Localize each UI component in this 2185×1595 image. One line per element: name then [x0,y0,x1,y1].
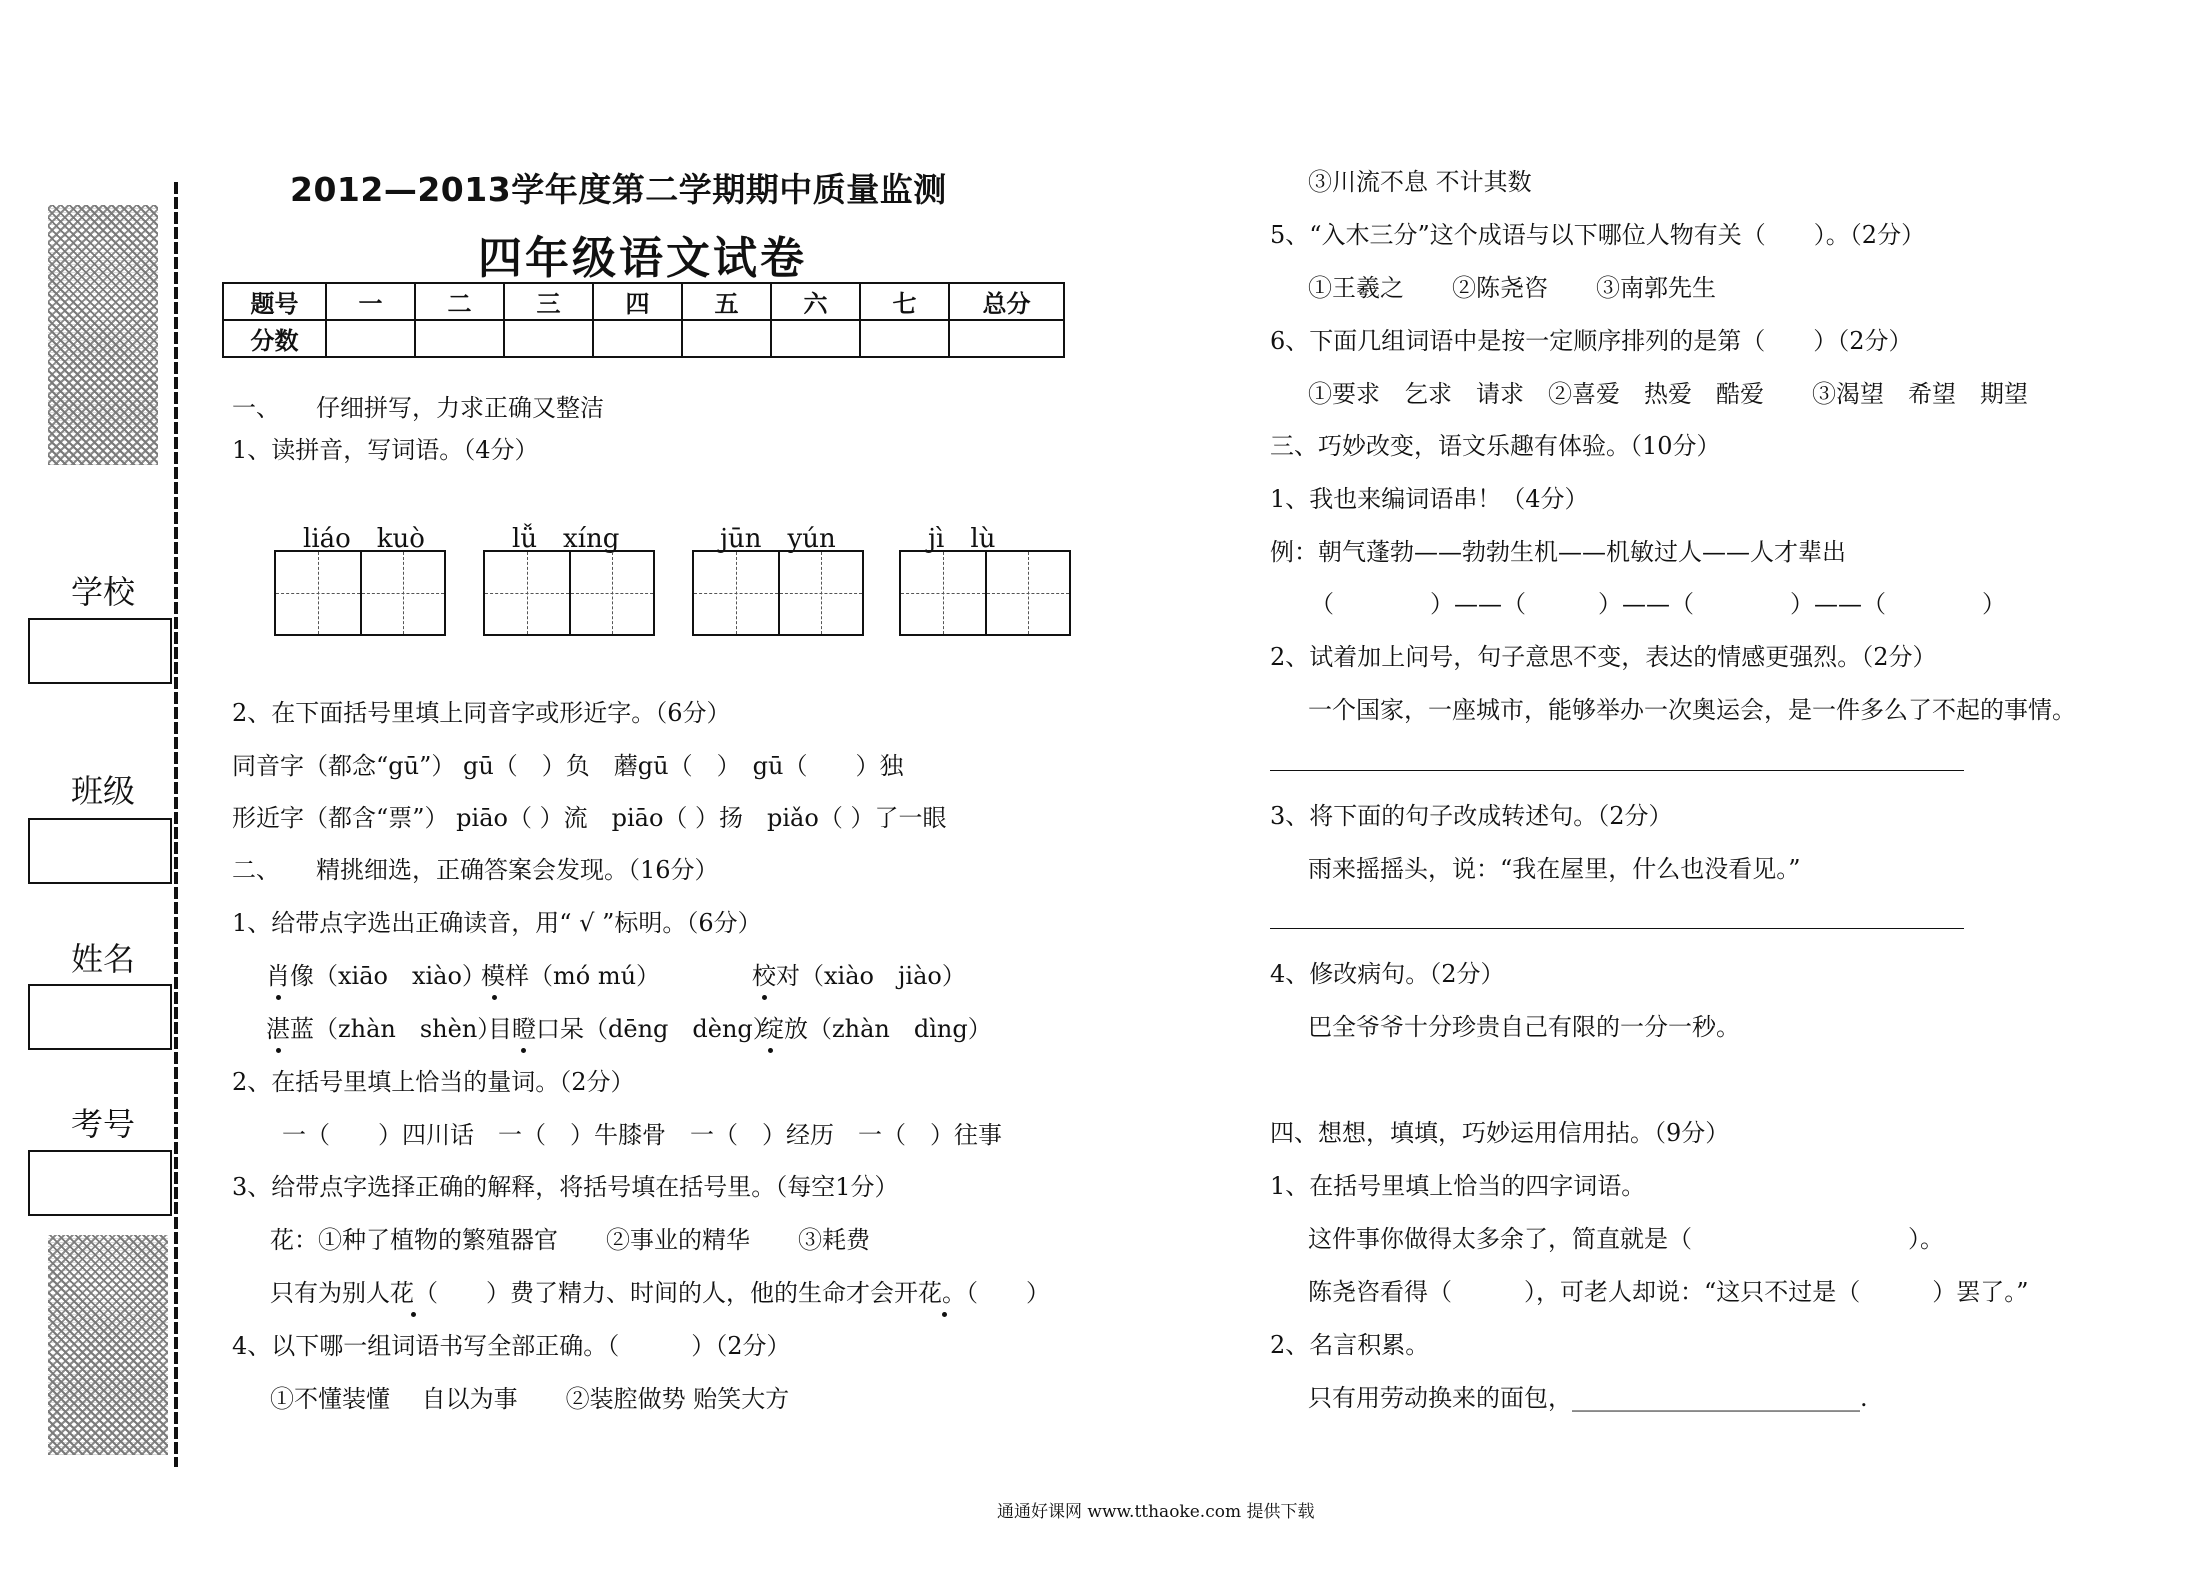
emphasis-dot [276,1048,281,1053]
question-3-2: 2、试着加上问号，句子意思不变，表达的情感更强烈。（2分） [1270,643,1937,671]
score-header-cell: 二 [415,283,504,320]
writing-grid-1[interactable] [274,550,446,636]
definition-sentence: 只有为别人花（ ）费了精力、时间的人，他的生命才会开花。（ ） [270,1279,1050,1307]
reading-option-1: 肖像（xiāo xiào） [266,962,486,990]
reading-option-3: 校对（xiào jiào） [752,962,966,990]
exam-no-label: 考号 [70,1105,135,1143]
score-header-cell: 题号 [223,283,326,320]
emphasis-dot [411,1312,416,1317]
pinyin-2: lǚ xíng [512,524,620,554]
score-cell[interactable] [682,320,771,357]
pinyin-3: jūn yún [720,524,836,554]
score-cell[interactable] [860,320,949,357]
question-1-1: 1、读拼音，写词语。（4分） [232,436,539,464]
question-2-6-options: ①要求 乞求 请求 ②喜爱 热爱 酷爱 ③渴望 希望 期望 [1308,380,2028,408]
score-header-cell: 五 [682,283,771,320]
question-2-4: 4、以下哪一组词语书写全部正确。（ ）（2分） [232,1332,791,1360]
binding-dashed-line [174,182,178,1467]
word-chain-blanks[interactable]: （ ）——（ ）——（ ）——（ ） [1310,590,2006,618]
writing-grid-3[interactable] [692,550,864,636]
reading-option-4: 湛蓝（zhàn shèn） [266,1015,502,1043]
emphasis-dot [276,995,281,1000]
question-3-4-sentence: 巴全爷爷十分珍贵自己有限的一分一秒。 [1308,1013,1740,1041]
quote-fill-line[interactable]: 只有用劳动换来的面包，________________________. [1308,1384,1868,1412]
pinyin-1: liáo kuò [303,524,425,554]
emphasis-dot [521,1048,526,1053]
definition-options: 花：①种了植物的繁殖器官 ②事业的精华 ③耗费 [270,1226,870,1254]
reading-option-6: 绽放（zhàn dìng） [760,1015,992,1043]
right-line-0: ③川流不息 不计其数 [1308,168,1532,196]
score-header-cell: 三 [504,283,593,320]
answer-line[interactable] [1270,928,1964,929]
emphasis-dot [492,995,497,1000]
measure-word-line: 一（ ）四川话 一（ ）牛膝骨 一（ ）经历 一（ ）往事 [282,1121,1002,1149]
question-3-4: 4、修改病句。（2分） [1270,960,1505,988]
score-cell[interactable] [415,320,504,357]
score-header-cell: 七 [860,283,949,320]
reading-option-2: 模样（mó mú） [481,962,661,990]
question-2-3: 3、给带点字选择正确的解释，将括号填在括号里。（每空1分） [232,1173,899,1201]
question-2-2: 2、在括号里填上恰当的量词。（2分） [232,1068,635,1096]
score-table [222,282,1065,358]
spelling-options: ①不懂装懂 自以为事 ②装腔做势 贻笑大方 [270,1385,790,1413]
question-1-2: 2、在下面括号里填上同音字或形近字。（6分） [232,699,731,727]
class-field[interactable] [28,818,172,884]
question-3-1: 1、我也来编词语串！（4分） [1270,485,1589,513]
school-field[interactable] [28,618,172,684]
reading-option-5: 目瞪口呆（dēng dèng） [488,1015,777,1043]
exam-no-field[interactable] [28,1150,172,1216]
similar-char-line: 形近字（都含“票”） piāo（ ）流 piāo（ ）扬 piǎo（ ）了一眼 [232,804,947,832]
pinyin-4: jì lù [928,524,996,554]
writing-grid-4[interactable] [899,550,1071,636]
section-3-heading: 三、巧妙改变，语文乐趣有体验。（10分） [1270,432,1721,460]
emphasis-dot [762,995,767,1000]
hatched-seal-bottom [48,1235,168,1455]
emphasis-dot [768,1048,773,1053]
score-cell[interactable] [949,320,1064,357]
section-4-heading: 四、想想，填填，巧妙运用信用拈。（9分） [1270,1119,1730,1147]
question-2-1: 1、给带点字选出正确读音，用“ √ ”标明。（6分） [232,909,762,937]
exam-subtitle: 四年级语文试卷 [478,233,807,284]
section-1-heading: 一、 仔细拼写，力求正确又整洁 [232,394,604,422]
hatched-seal-top [48,205,158,465]
score-table-header-row [223,283,1064,320]
answer-line[interactable] [1270,770,1964,771]
question-4-1: 1、在括号里填上恰当的四字词语。 [1270,1172,1646,1200]
footer-source: 通通好课网 www.tthaoke.com 提供下载 [997,1502,1315,1522]
question-2-5: 5、“入木三分”这个成语与以下哪位人物有关（ ）。（2分） [1270,221,1926,249]
emphasis-dot [942,1312,947,1317]
class-label: 班级 [70,772,135,810]
question-3-2-sentence: 一个国家，一座城市，能够举办一次奥运会，是一件多么了不起的事情。 [1308,696,2076,724]
question-3-3-sentence: 雨来摇摇头，说：“我在屋里，什么也没看见。” [1308,855,1801,883]
score-cell[interactable] [593,320,682,357]
school-label: 学校 [70,573,135,611]
writing-grid-2[interactable] [483,550,655,636]
score-header-cell: 一 [326,283,415,320]
score-cell[interactable] [326,320,415,357]
question-3-3: 3、将下面的句子改成转述句。（2分） [1270,802,1673,830]
example-chain: 例：朝气蓬勃——勃勃生机——机敏过人——人才辈出 [1270,538,1846,566]
score-row-label: 分数 [223,320,326,357]
score-cell[interactable] [771,320,860,357]
question-4-2: 2、名言积累。 [1270,1331,1430,1359]
question-2-6: 6、下面几组词语中是按一定顺序排列的是第（ ）（2分） [1270,327,1913,355]
name-label: 姓名 [70,940,135,978]
score-header-cell: 六 [771,283,860,320]
homophone-line: 同音字（都念“gū”） gū（ ）负 蘑gū（ ） gū（ ）独 [232,752,904,780]
exam-title: 2012—2013学年度第二学期期中质量监测 [290,170,947,209]
score-header-cell: 四 [593,283,682,320]
question-2-5-options: ①王羲之 ②陈尧咨 ③南郭先生 [1308,274,1716,302]
question-4-1-sentence-b: 陈尧咨看得（ ），可老人却说：“这只不过是（ ）罢了。” [1308,1278,2029,1306]
name-field[interactable] [28,984,172,1050]
question-4-1-sentence-a: 这件事你做得太多余了，简直就是（ ）。 [1308,1225,1944,1253]
score-cell[interactable] [504,320,593,357]
section-2-heading: 二、 精挑细选，正确答案会发现。（16分） [232,856,719,884]
score-header-cell: 总分 [949,283,1064,320]
score-table-score-row [223,320,1064,357]
